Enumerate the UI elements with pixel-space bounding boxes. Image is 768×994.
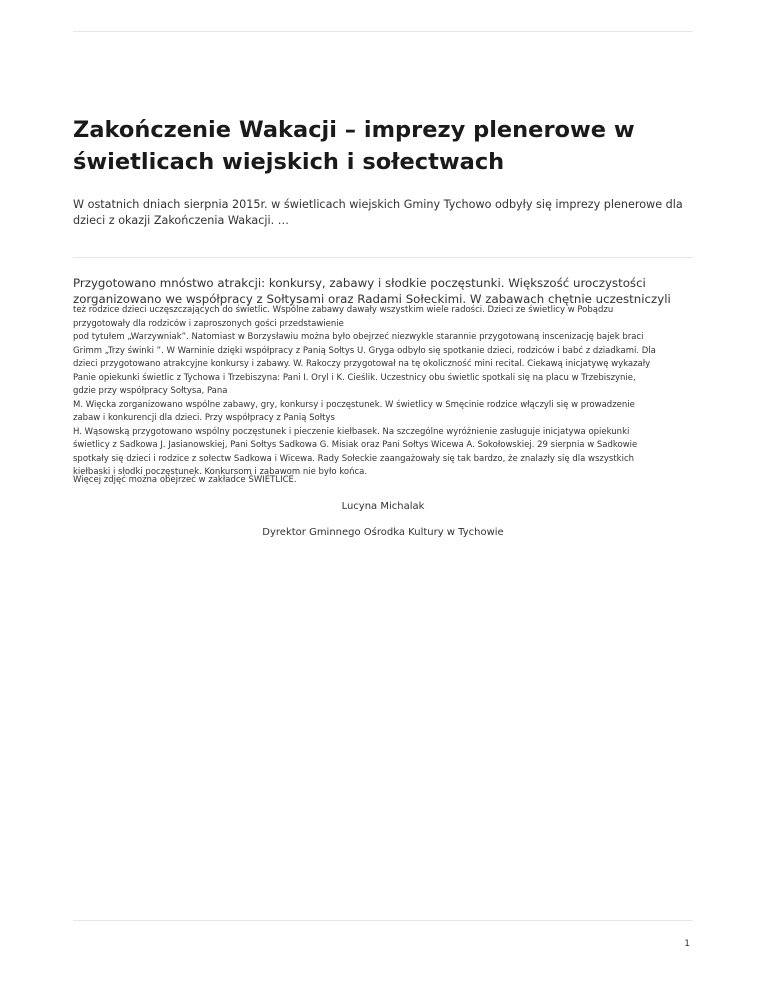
body-line: dzieci przygotowano atrakcyjne konkursy i zabawy. W. Rakoczy przygotował na tę okoliczność mini recital. Ciekawą inicjatywę wykazały [73,359,651,369]
more-photos-note: Więcej zdjęć można obejrzeć w zakładce ŚWIETLICE. [73,475,297,485]
body-line: Grimm „Trzy świnki ”. W Warninie dzięki współpracy z Panią Sołtys U. Gryga odbyło się spotkanie dzieci, rodziców i babć z dziadkami. Dla [73,345,656,356]
section-divider [73,257,693,258]
body-line: świetlicy z Sadkowa J. Jasianowskiej, Pani Sołtys Sadkowa G. Misiak oraz Pani Sołtys Wicewa A. Sokołowskiej. 29 sierpnia w Sadkowie [73,440,638,450]
body-line: przygotowały dla rodziców i zaproszonych gości przedstawienie [73,318,344,329]
article-body [73,304,703,480]
body-line: zabaw i konkurencji dla dzieci. Przy współpracy z Panią Sołtys [73,413,335,423]
body-line: gdzie przy współpracy Sołtysa, Pana [73,386,228,396]
top-divider [73,31,693,32]
footer-divider [73,920,693,921]
article-title: Zakończenie Wakacji – imprezy plenerowe w świetlicach wiejskich i sołectwach [73,117,635,175]
body-line: też rodzice dzieci uczęszczających do świetlic. Wspólne zabawy dawały wszystkim wiele radości. Dzieci ze świetlicy w Pobądzu [73,305,614,315]
body-line: H. Wąsowską przygotowano wspólny poczęstunek i pieczenie kiełbasek. Na szczególne wyróżnienie zasługuje inicjatywa opiekunki [73,426,630,437]
article-excerpt: W ostatnich dniach sierpnia 2015r. w świetlicach wiejskich Gminy Tychowo odbyły się imprezy plenerowe dla dzieci z okazji Zakończenia Wakacji. … [73,198,683,227]
body-line: spotkały się dzieci i rodzice z sołectw Sadkowa i Wicewa. Rady Sołeckie zaangażowały się tak bardzo, że znalazły się dla wszystkich [73,453,634,464]
article-lead: Przygotowano mnóstwo atrakcji: konkursy, zabawy i słodkie poczęstunki. Większość uroczystości zorganizowano we współpracy z Sołtysami oraz Radami Sołeckimi. W zabawach chętnie uczestniczyli [73,276,671,306]
body-line: Panie opiekunki świetlic z Tychowa i Trzebiszyna: Pani I. Oryl i K. Cieślik. Uczestnicy obu świetlic spotkali się na placu w Trzebiszynie, [73,372,636,383]
signature-name: Lucyna Michalak [341,501,425,512]
body-line: M. Więcka zorganizowano wspólne zabawy, gry, konkursy i poczęstunek. W świetlicy w Smęcinie rodzice włączyli się w prowadzenie [73,399,635,410]
signature-title: Dyrektor Gminnego Ośrodka Kultury w Tychowie [262,527,504,538]
body-line: kiełbaski i słodki poczęstunek. Konkursom i zabawom nie było końca. [73,467,368,477]
page-number: 1 [684,939,690,949]
body-line: pod tytułem „Warzywniak”. Natomiast w Borzysławiu można było obejrzeć niezwykle starannie przygotowaną inscenizację bajek braci [73,332,644,342]
